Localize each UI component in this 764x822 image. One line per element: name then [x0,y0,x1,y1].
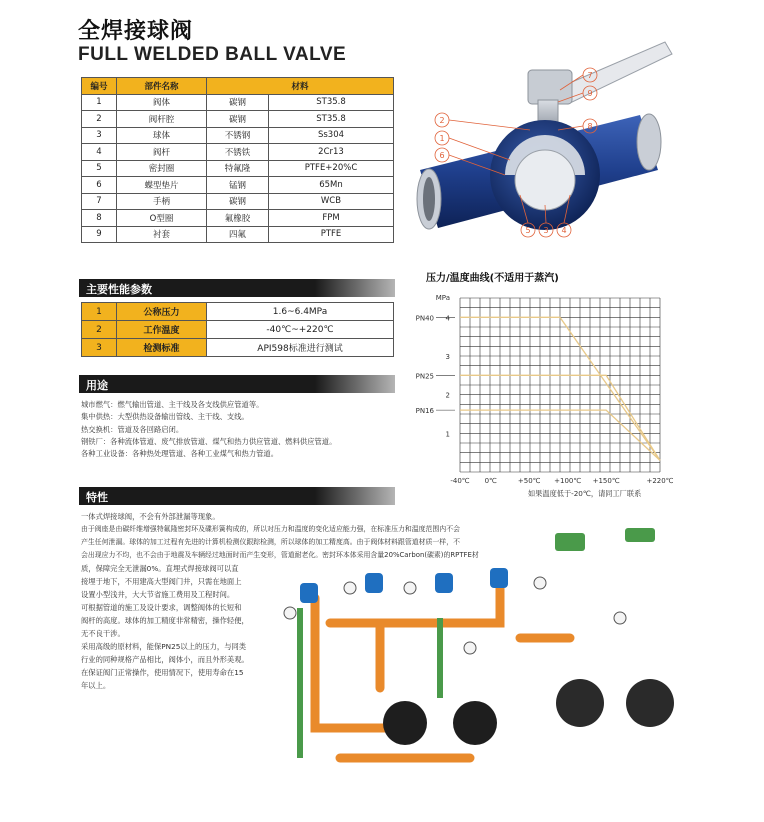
feature-line: 接埋于地下，不用建高大型阀门井，只需在地面上 [81,577,242,586]
table-row [82,226,394,243]
cell-grade: 2Cr13 [269,144,394,161]
cell-name: 阀体 [117,94,207,111]
feature-line: 由于阀座是由碳纤维增强特氟隆密封环及碟形簧构成的，所以对压力和温度的变化适应能力强，在标准压力和温度范围内不会 [81,525,460,533]
callout-label-9: 9 [587,89,593,98]
section-bar-accent [315,375,395,393]
feature-line: 产生任何泄漏。球体的加工过程有先进的计算机检测仪跟踪检测，所以球体的加工精度高。由于阀体材料跟管道材质一样，不 [81,538,460,546]
callout-label-6: 6 [439,151,445,160]
x-tick-label: +100℃ [554,477,582,485]
feature-line: 可根据管道的施工及设计要求，调整阀体的长短和 [81,603,242,612]
x-tick-label: -40℃ [450,477,470,485]
table-row [82,127,394,144]
page-title-cn: 全焊接球阀 [78,19,194,44]
section-heading-performance: 主要性能参数 [86,283,152,296]
ball-valve-illustration [410,30,680,260]
feature-line: 在保证阀门正常操作，使用情况下，使用寿命在15 [81,668,244,677]
cell-key: 工作温度 [117,321,207,339]
cell-material: 碳钢 [207,111,269,128]
feature-line: 阀杆的高度。球体的加工精度非常精密，操作轻便， [81,616,249,625]
y-tick-label: 4 [445,314,450,323]
cell-material: 碳钢 [207,94,269,111]
section-heading-features: 特性 [86,491,108,504]
callout-label-4: 4 [561,226,567,235]
section-bar-performance [79,279,395,297]
usage-text [81,399,336,460]
callout-label-3: 3 [543,226,549,235]
cell-no: 8 [82,210,117,227]
usage-line: 各种工业设备：各种热处理管道、各种工业煤气和热力管道。 [81,449,279,459]
table-row [82,303,394,321]
chart-title: 压力/温度曲线(不适用于蒸汽) [426,273,559,284]
feature-line: 会出现应力不均，也不会由于地震及车辆经过地面时而产生变形，管道耐老化。密封环本体采用含量20%Carbon(碳素)的RPTFE材 [81,551,479,559]
header-no: 编号 [82,78,117,95]
x-tick-label: +50℃ [517,477,541,485]
table-row [82,339,394,357]
feature-line: 设置小型浅井，大大节省施工费用及工程时间。 [81,590,235,599]
y-tick-label: 1 [445,430,450,439]
usage-line: 钢铁厂：各种流体管道、废气排放管道、煤气和热力供应管道、燃料供应管道。 [81,436,337,446]
cell-no: 3 [82,339,117,357]
y-marker-label: PN16 [415,407,434,416]
cell-grade: ST35.8 [269,111,394,128]
page-title-en: FULL WELDED BALL VALVE [78,44,347,65]
cell-grade: ST35.8 [269,94,394,111]
cell-name: 球体 [117,127,207,144]
cell-material: 锰钢 [207,177,269,194]
cell-name: 衬套 [117,226,207,243]
cell-material: 四氟 [207,226,269,243]
table-row [82,160,394,177]
feature-line: 无不良干涉。 [81,629,125,638]
cell-grade: 65Mn [269,177,394,194]
cell-no: 9 [82,226,117,243]
y-marker-label: PN40 [415,314,434,323]
table-row [82,177,394,194]
callout-label-2: 2 [439,116,445,125]
feature-line: 一体式焊接球阀，不会有外部泄漏等现象。 [81,512,220,521]
cell-no: 1 [82,303,117,321]
cell-no: 1 [82,94,117,111]
cell-value: API598标准进行测试 [207,339,394,357]
section-bar-usage [79,375,395,393]
usage-line: 热交换机：管道及各回路启闭。 [81,424,184,434]
feature-line: 采用高级的原材料，能保PN25以上的压力，与同类 [81,642,247,651]
cell-no: 3 [82,127,117,144]
callout-label-5: 5 [525,226,531,235]
cell-no: 6 [82,177,117,194]
callout-label-8: 8 [587,122,593,131]
x-tick-label: +150℃ [592,477,620,485]
cell-grade: PTFE+20%C [269,160,394,177]
table-row [82,94,394,111]
cell-name: 手柄 [117,193,207,210]
cell-value: -40℃~+220℃ [207,321,394,339]
cell-name: 蝶型垫片 [117,177,207,194]
cell-no: 7 [82,193,117,210]
cell-no: 5 [82,160,117,177]
callout-label-1: 1 [439,134,445,143]
usage-line: 集中供热：大型供热设备输出管线、主干线、支线。 [81,412,249,422]
cell-grade: Ss304 [269,127,394,144]
chart-note: 如果温度低于-20℃，请同工厂联系 [528,489,642,498]
table-row [82,144,394,161]
y-axis-unit: MPa [435,294,450,302]
performance-table [81,302,394,357]
usage-line: 城市燃气：燃气输出管道、主干线及各支线供应管道等。 [81,400,264,409]
cell-grade: WCB [269,193,394,210]
table-row [82,321,394,339]
cell-value: 1.6~6.4MPa [207,303,394,321]
pressure-temperature-chart [398,268,698,498]
header-part-name: 部件名称 [117,78,207,95]
cell-material: 不锈铁 [207,144,269,161]
feature-line: 年以上。 [81,681,111,690]
table-row [82,111,394,128]
piping-installation-illustration [270,528,690,818]
cell-name: 密封圈 [117,160,207,177]
cell-material: 碳钢 [207,193,269,210]
section-heading-usage: 用途 [86,379,108,392]
cell-material: 特氟隆 [207,160,269,177]
cell-grade: FPM [269,210,394,227]
callout-label-7: 7 [587,71,593,80]
cell-material: 不锈钢 [207,127,269,144]
feature-line: 质，保障完全无泄漏0%。直埋式焊接球阀可以直 [81,564,239,573]
cell-no: 2 [82,111,117,128]
cell-grade: PTFE [269,226,394,243]
y-marker-label: PN25 [415,372,434,381]
cell-key: 检测标准 [117,339,207,357]
cell-no: 4 [82,144,117,161]
y-tick-label: 2 [445,391,450,400]
x-tick-label: +220℃ [646,477,674,485]
cell-material: 氟橡胶 [207,210,269,227]
parts-table [81,77,394,243]
table-row [82,193,394,210]
section-bar-accent [315,487,395,505]
cell-name: O型圈 [117,210,207,227]
header-material: 材料 [207,78,394,95]
section-bar-accent [315,279,395,297]
cell-name: 阀杆 [117,144,207,161]
y-tick-label: 3 [445,353,450,361]
parts-table-header [82,78,394,95]
cell-name: 阀杆腔 [117,111,207,128]
cell-key: 公称压力 [117,303,207,321]
x-tick-label: 0℃ [484,477,497,485]
section-bar-features [79,487,395,505]
cell-no: 2 [82,321,117,339]
feature-line: 行业的同种规格产品相比，阀体小，而且外形美观。 [81,655,249,664]
table-row [82,210,394,227]
